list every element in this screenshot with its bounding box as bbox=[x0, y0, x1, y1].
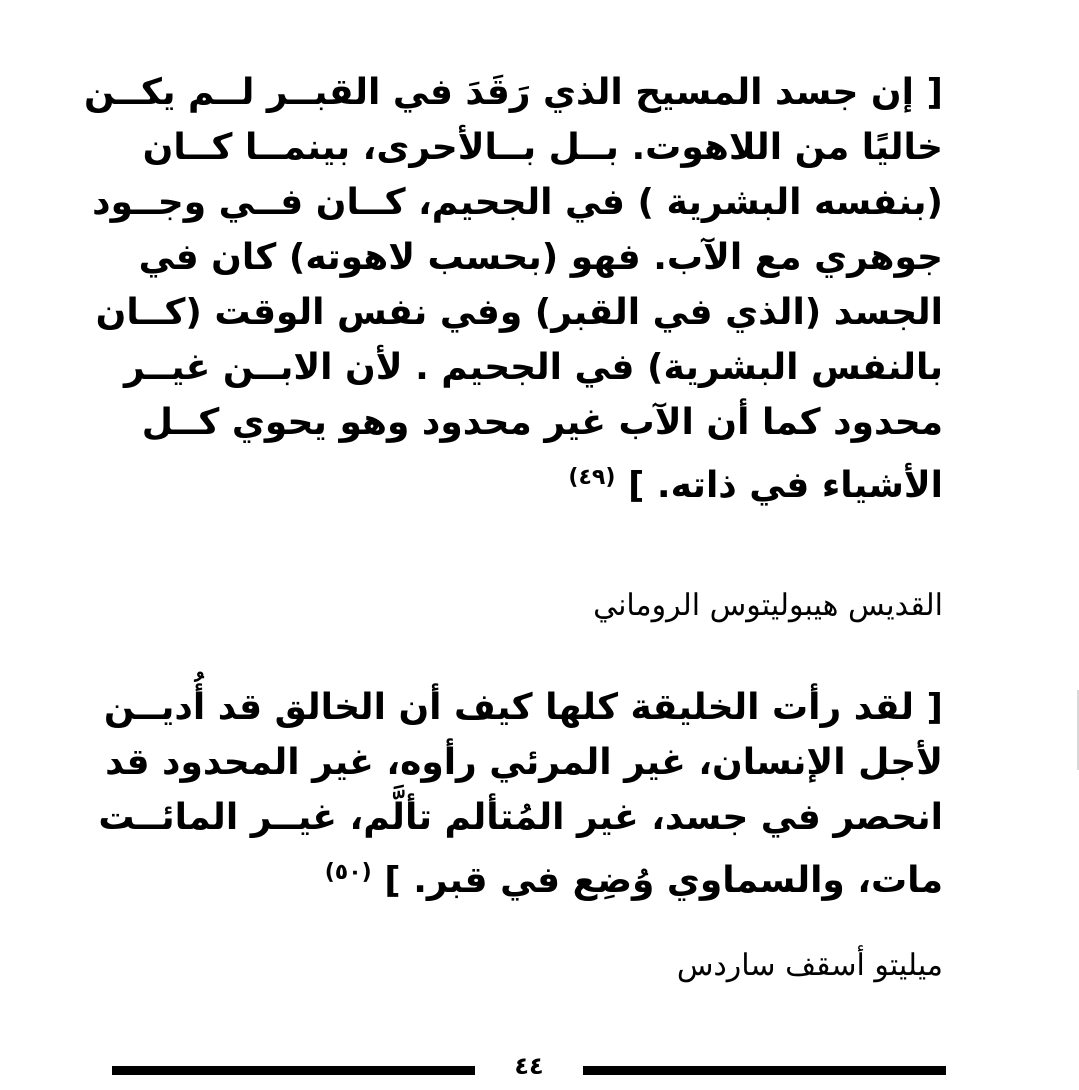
quote-line-text: مات، والسماوي وُضِع في قبر. ] bbox=[384, 860, 943, 901]
page-number: ٤٤ bbox=[514, 1052, 544, 1080]
quote-line-text: الأشياء في ذاته. ] bbox=[627, 465, 943, 506]
quote-hippolytus bbox=[84, 65, 943, 513]
quote-line: انحصر في جسد، غير المُتألم تألَّم، غيــر المائــت bbox=[98, 797, 943, 838]
quote-line: خاليًا من اللاهوت. بــل بــالأحرى، بينمــا كــان bbox=[142, 127, 943, 168]
footer-rule-left bbox=[112, 1066, 475, 1071]
footnote-ref-49: (٤٩) bbox=[568, 465, 616, 490]
quote-line: محدود كما أن الآب غير محدود وهو يحوي كــل bbox=[141, 402, 943, 443]
quote-melito bbox=[98, 680, 943, 908]
quote-line: لأجل الإنسان، غير المرئي رأوه، غير المحدود قد bbox=[105, 742, 943, 783]
page-footer bbox=[112, 1050, 946, 1090]
quote-line: [ لقد رأت الخليقة كلها كيف أن الخالق قد أُديــن bbox=[103, 687, 943, 728]
quote-last-line bbox=[223, 845, 943, 908]
quote-line: الجسد (الذي في القبر) وفي نفس الوقت (كــان bbox=[95, 292, 943, 333]
footer-rule-right bbox=[583, 1066, 946, 1071]
footnote-ref-50: (٥٠) bbox=[324, 860, 372, 885]
attribution-melito: ميليتو أسقف ساردس bbox=[676, 948, 943, 983]
quote-last-line bbox=[223, 450, 943, 513]
quote-line: جوهري مع الآب. فهو (بحسب لاهوته) كان في bbox=[138, 237, 943, 278]
quote-line: بالنفس البشرية) في الجحيم . لأن الابــن غيــر bbox=[124, 347, 943, 388]
quote-line: (بنفسه البشرية ) في الجحيم، كــان فــي وجــود bbox=[92, 182, 943, 223]
attribution-hippolytus: القديس هيبوليتوس الروماني bbox=[593, 588, 943, 623]
quote-line: [ إن جسد المسيح الذي رَقَدَ في القبــر لــم يكــن bbox=[84, 72, 943, 113]
